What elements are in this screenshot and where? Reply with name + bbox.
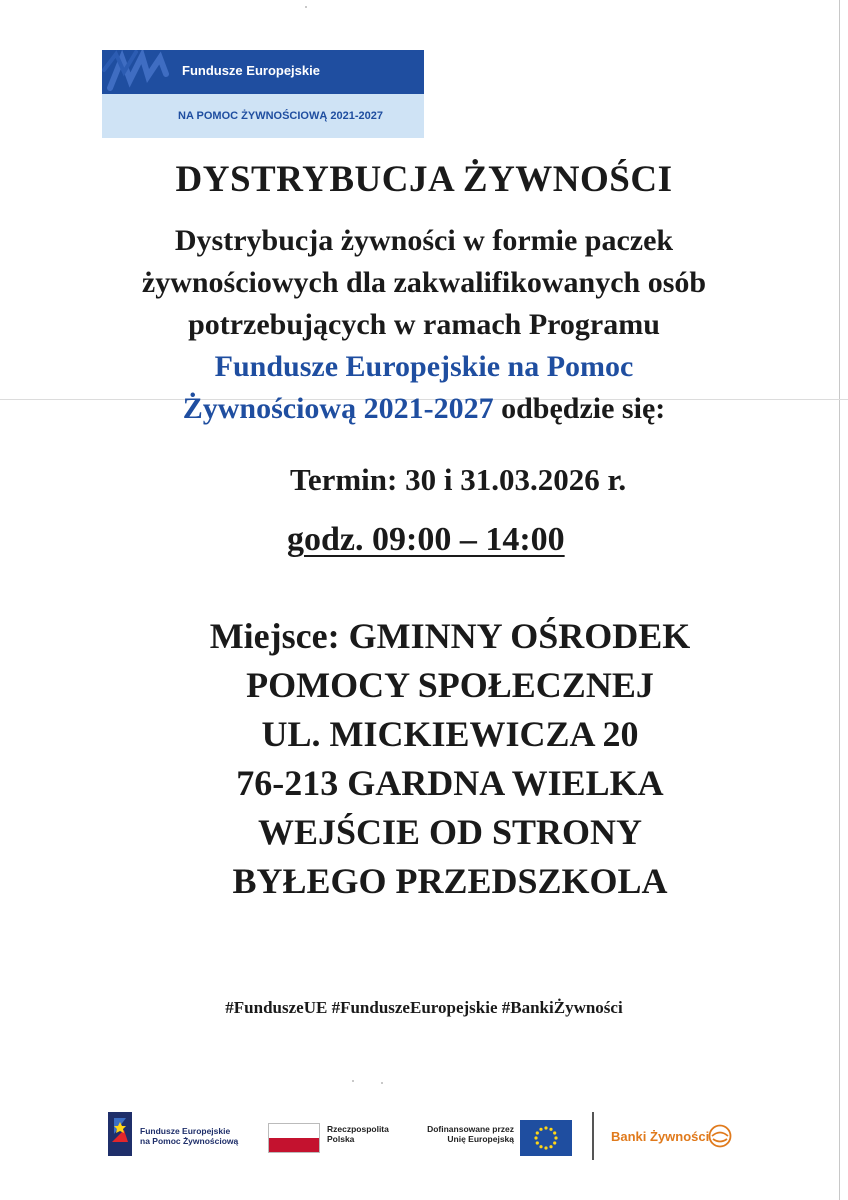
banner-subtitle: NA POMOC ŻYWNOŚCIOWĄ 2021-2027 [178, 110, 383, 122]
intro-paragraph [60, 220, 788, 430]
main-title: DYSTRYBUCJA ŻYWNOŚCI [175, 159, 673, 200]
term-dates: Termin: 30 i 31.03.2026 r. [290, 462, 627, 497]
eu-flag-icon [520, 1120, 572, 1156]
banner-top-strip [102, 50, 424, 94]
fundusze-europejskie-logo-icon [108, 1112, 132, 1156]
intro-line: potrzebujących w ramach Programu [188, 308, 660, 341]
place-line: UL. MICKIEWICZA 20 [261, 714, 639, 754]
footer-logos [0, 1100, 848, 1180]
banner-title: Fundusze Europejskie [182, 63, 320, 78]
dof-line: Unię Europejską [447, 1134, 514, 1144]
program-name-line: Fundusze Europejskie na Pomoc [214, 350, 634, 383]
place-line: Miejsce: GMINNY OŚRODEK [209, 616, 691, 656]
fe-logo-line: Fundusze Europejskie [140, 1126, 231, 1136]
dof-line: Dofinansowane przez [427, 1124, 514, 1134]
program-years: Żywnościową 2021-2027 [182, 392, 494, 425]
eu-cofinanced-text [418, 1124, 514, 1144]
hashtags: #FunduszeUE #FunduszeEuropejskie #BankiŻywności [225, 998, 623, 1017]
banki-zywnosci-logo-icon [707, 1124, 733, 1148]
scan-speck [305, 6, 307, 8]
scan-speck [381, 1082, 383, 1084]
place-line: 76-213 GARDNA WIELKA [236, 763, 664, 803]
scan-speck [352, 1080, 354, 1082]
place-line: POMOCY SPOŁECZNEJ [246, 665, 654, 705]
program-name-line-2 [60, 388, 788, 430]
place-address [100, 612, 800, 906]
rp-line: Rzeczpospolita [327, 1124, 389, 1134]
rp-line: Polska [327, 1134, 355, 1144]
intro-suffix: odbędzie się: [493, 392, 666, 425]
polish-flag-icon [268, 1123, 320, 1153]
rzeczpospolita-text [327, 1124, 389, 1144]
fe-logo-line: na Pomoc Żywnościową [140, 1136, 239, 1146]
place-line: WEJŚCIE OD STRONY [257, 812, 643, 852]
banki-zywnosci-text: Banki Żywności [611, 1129, 710, 1144]
fundusze-logo-text [140, 1126, 238, 1146]
eu-stars-graphic-icon [102, 50, 172, 94]
fundusze-banner [102, 50, 424, 138]
place-line: BYŁEGO PRZEDSZKOLA [232, 861, 668, 901]
footer-separator [592, 1112, 594, 1160]
intro-line: Dystrybucja żywności w formie paczek [174, 224, 674, 257]
intro-line: żywnościowych dla zakwalifikowanych osób [141, 266, 707, 299]
opening-hours: godz. 09:00 – 14:00 [287, 521, 565, 558]
